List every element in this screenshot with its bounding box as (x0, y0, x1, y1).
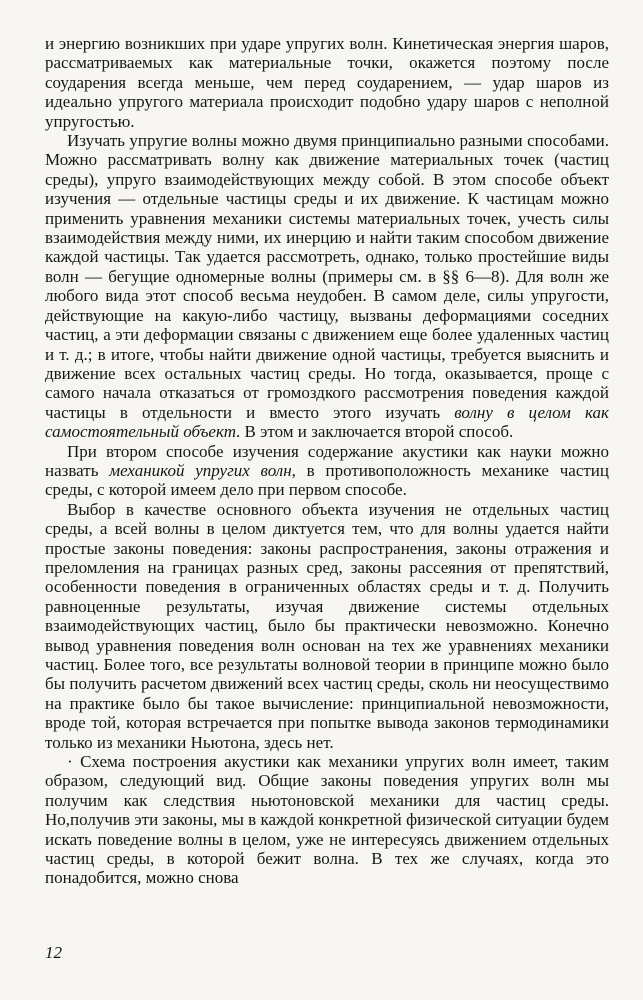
paragraph-5-text: · Схема построения акустики как механики упругих волн имеет, таким образом, следующий вид. Общие законы поведения упругих волн мы получим как следствия ньютоновской механики для частиц среды. Но,получив эти законы, мы в каждой конкретной физической ситуации будем искать поведение волны в целом, уже не интересуясь движением отдельных частиц среды, в которой бежит волна. В тех же случаях, когда это понадобится, можно снова (45, 752, 609, 888)
paragraph-2 (45, 131, 609, 442)
paragraph-2-text-a: Изучать упругие волны можно двумя принципиально разными способами. Можно рассматривать волну как движение материальных точек (частиц среды), упруго взаимодействующих между собой. В этом способе объект изучения — отдельные частицы среды и их движение. К частицам можно применить уравнения механики системы материальных точек, учесть силы взаимодействия между ними, их инерцию и найти таким способом движение каждой частицы. Так удается рассмотреть, однако, только простейшие виды волн — бегущие одномерные волны (примеры см. в §§ 6—8). Для волн же любого вида этот способ весьма неудобен. В самом деле, силы упругости, действующие на какую-либо частицу, вызваны деформациями соседних частиц, а эти деформации связаны с движением еще более удаленных частиц и т. д.; в итоге, чтобы найти движение одной частицы, требуется выяснить и движение всех остальных частиц среды. Но тогда, оказывается, проще с самого начала отказаться от громоздкого рассмотрения поведения каждой частицы в отдельности и вместо этого изучать (45, 131, 609, 422)
page-body (45, 34, 609, 888)
paragraph-3-text-b: , в противоположность механике частиц среды, с которой имеем дело при первом способе. (45, 460, 609, 500)
paragraph-3-italic-phrase: механикой упругих волн (109, 460, 292, 480)
paragraph-4-text: Выбор в качестве основного объекта изучения не отдельных частиц среды, а всей волны в целом диктуется тем, что для волны удается найти простые законы поведения: законы распространения, законы отражения и преломления на границах разных сред, законы рассеяния от препятствий, особенности поведения в ограниченных областях среды и т. д. Получить равноценные результаты, изучая движение системы отдельных взаимодействующих частиц, было бы практически невозможно. Конечно вывод уравнения поведения волн основан на тех же уравнениях механики частиц. Более того, все результаты волновой теории в принципе можно было бы получить расчетом движений всех частиц среды, сколь ни неосуществимо на практике было бы такое вычисление: принципиальной невозможности, вроде той, которая встречается при попытке вывода законов термодинамики только из механики Ньютона, здесь нет. (45, 499, 609, 752)
paragraph-3 (45, 442, 609, 500)
paragraph-1 (45, 34, 609, 131)
paragraph-5 (45, 752, 609, 888)
page-number: 12 (45, 943, 62, 962)
paragraph-4 (45, 500, 609, 752)
paragraph-2-text-b: . В этом и заключается второй способ. (235, 422, 514, 442)
paragraph-1-text: и энергию возникших при ударе упругих волн. Кинетическая энергия шаров, рассматриваемых как материальные точки, окажется поэтому после соударения всегда меньше, чем перед соударением, — удар шаров из идеально упругого материала происходит подобно удару шаров с неполной упругостью. (45, 34, 609, 131)
paragraph-2-italic-phrase: волну в целом как самостоятельный объект (45, 402, 609, 442)
paragraph-3-text-a: При втором способе изучения содержание акустики как науки можно назвать (45, 441, 609, 480)
